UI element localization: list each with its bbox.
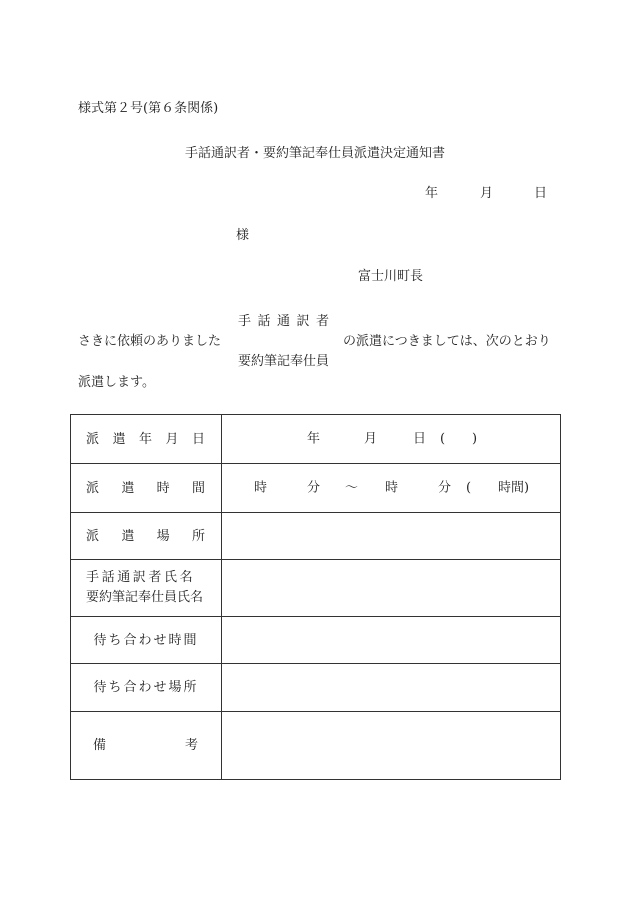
dispatch-place-value bbox=[222, 513, 561, 560]
label-char: 遣 bbox=[121, 480, 135, 496]
label-char: 備 bbox=[93, 738, 107, 753]
remarks-label bbox=[71, 712, 222, 780]
dispatch-date-value bbox=[222, 415, 561, 464]
interpreter-name-label: 手話通訳者氏名 bbox=[86, 570, 196, 585]
dispatch-time-value bbox=[222, 464, 561, 513]
body-summarizer: 要約筆記奉仕員 bbox=[238, 354, 330, 369]
form-number: 様式第２号(第６条関係) bbox=[78, 101, 219, 116]
date-year-label: 年 bbox=[425, 186, 439, 201]
time-hour-mark-2: 時 bbox=[385, 480, 399, 496]
meeting-time-value bbox=[222, 617, 561, 664]
label-char: 場 bbox=[156, 528, 170, 544]
meeting-time-label bbox=[71, 617, 222, 664]
label-char: 遣 bbox=[112, 431, 126, 447]
table-row-meeting-place bbox=[71, 664, 561, 712]
names-value bbox=[222, 560, 561, 617]
date-month-label: 月 bbox=[480, 186, 494, 201]
label-char: 考 bbox=[184, 738, 198, 753]
label-char: 派 bbox=[86, 431, 100, 447]
table-row-remarks bbox=[71, 712, 561, 780]
label-char: 派 bbox=[86, 480, 100, 496]
body-end: 派遣します。 bbox=[78, 375, 155, 390]
table-row-meeting-time bbox=[71, 617, 561, 664]
label-char: 派 bbox=[86, 528, 100, 544]
dispatch-place-label bbox=[71, 513, 222, 560]
table-row-date bbox=[71, 415, 561, 464]
summarizer-name-label: 要約筆記奉仕員氏名 bbox=[86, 590, 204, 605]
body-interpreter: 手話通訳者 bbox=[238, 314, 336, 329]
body-middle: の派遣につきましては、次のとおり bbox=[343, 334, 551, 349]
issuer-name: 富士川町長 bbox=[358, 269, 424, 284]
time-minute-mark: 分 bbox=[307, 480, 321, 496]
time-tilde: ～ bbox=[345, 480, 359, 496]
names-label bbox=[71, 560, 222, 617]
date-paren-open: ( bbox=[440, 431, 446, 447]
dispatch-time-label bbox=[71, 464, 222, 513]
meeting-place-label bbox=[71, 664, 222, 712]
label-char: 年 bbox=[138, 431, 152, 447]
table-row-place bbox=[71, 513, 561, 560]
dispatch-table bbox=[70, 414, 561, 780]
date-year-mark: 年 bbox=[307, 431, 321, 447]
meeting-place-label-text: 待ち合わせ場所 bbox=[93, 680, 199, 695]
meeting-place-value bbox=[222, 664, 561, 712]
label-char: 所 bbox=[191, 528, 205, 544]
label-char: 日 bbox=[191, 431, 205, 447]
dispatch-date-label bbox=[71, 415, 222, 464]
document-title: 手話通訳者・要約筆記奉仕員派遣決定通知書 bbox=[184, 146, 445, 161]
table-row-time bbox=[71, 464, 561, 513]
time-hour-mark: 時 bbox=[254, 480, 268, 496]
table-row-names bbox=[71, 560, 561, 617]
label-char: 遣 bbox=[121, 528, 135, 544]
label-char: 月 bbox=[165, 431, 179, 447]
time-minute-mark-2: 分 bbox=[438, 480, 452, 496]
remarks-value bbox=[222, 712, 561, 780]
body-prefix: さきに依頼のありました bbox=[78, 334, 222, 349]
date-day-label: 日 bbox=[534, 186, 548, 201]
label-char: 間 bbox=[191, 480, 205, 496]
time-duration: 時間) bbox=[498, 480, 530, 496]
time-paren-open: ( bbox=[466, 480, 472, 496]
recipient-salutation: 様 bbox=[236, 228, 250, 243]
date-month-mark: 月 bbox=[364, 431, 378, 447]
date-day-mark: 日 bbox=[413, 431, 427, 447]
label-char: 時 bbox=[156, 480, 170, 496]
date-paren-close: ) bbox=[472, 431, 478, 447]
meeting-time-label-text: 待ち合わせ時間 bbox=[93, 632, 199, 648]
